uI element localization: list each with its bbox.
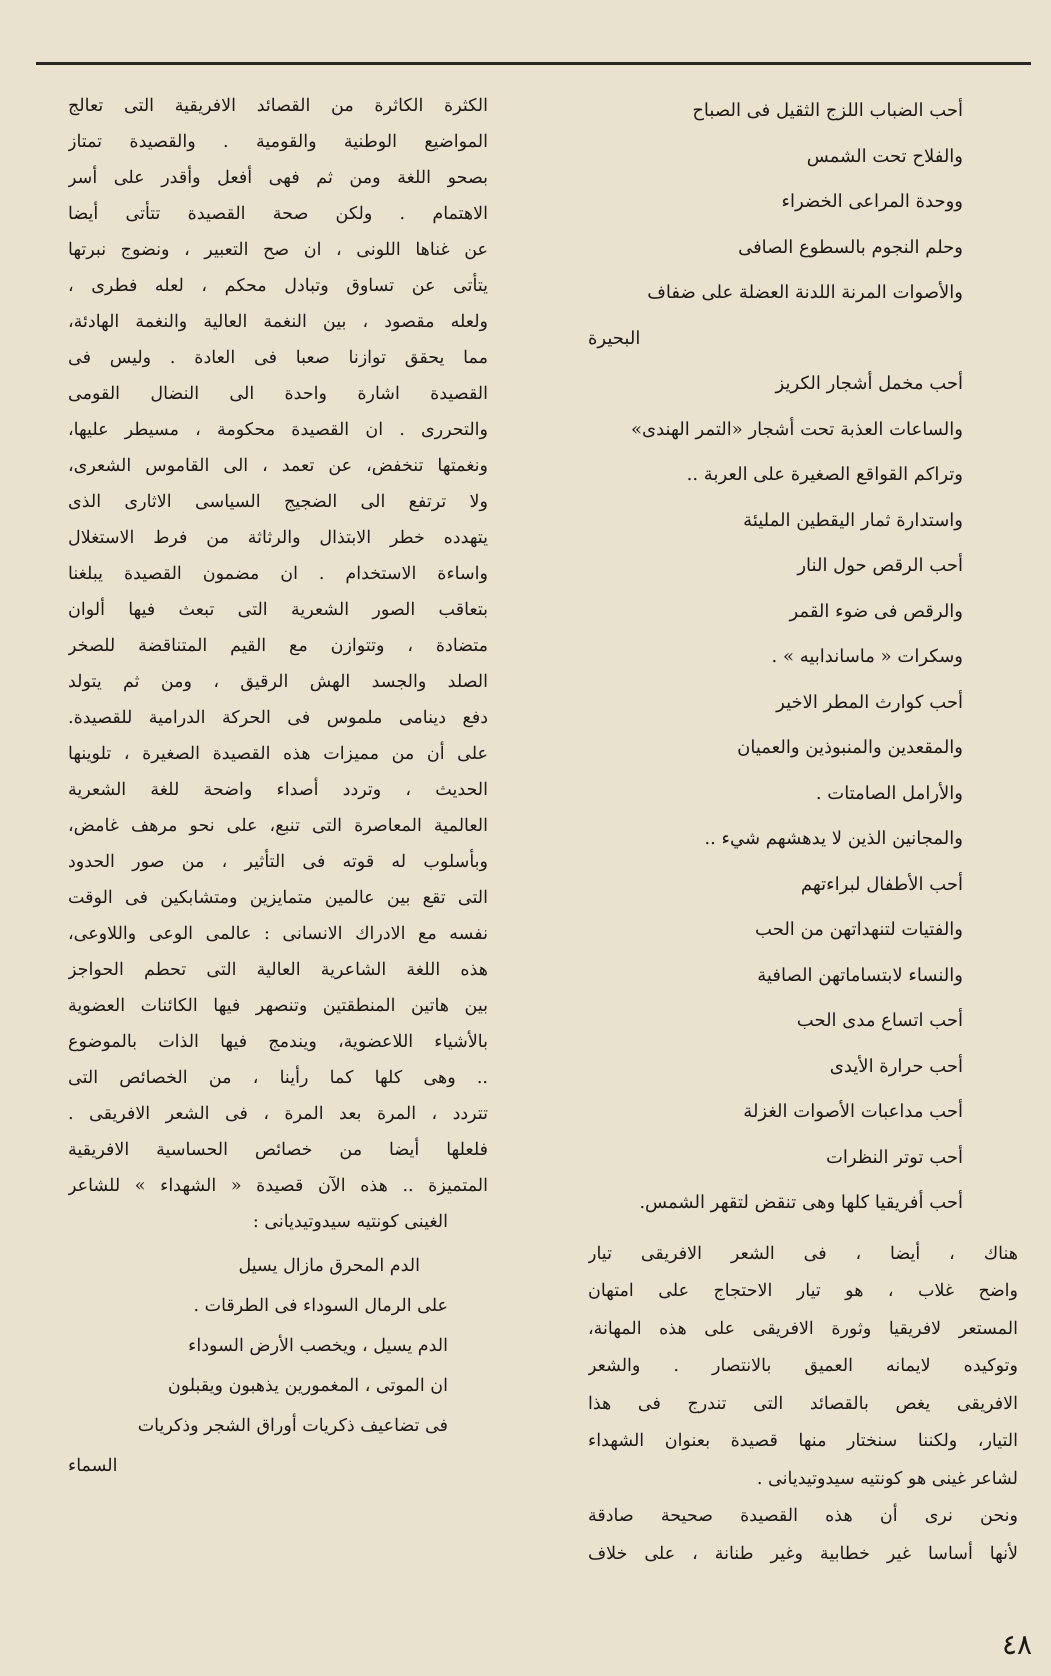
text-line: التى تقع بين عالمين متمايزين ومتشابكين فى الوقت	[68, 888, 488, 908]
text-line: تتردد ، المرة بعد المرة ، فى الشعر الافريقى .	[68, 1104, 488, 1124]
poem-line: أحب الرقص حول النار	[797, 555, 963, 576]
article-paragraph	[588, 1236, 1018, 1574]
text-line: المتميزة .. هذه الآن قصيدة « الشهداء » للشاعر	[68, 1176, 488, 1196]
poem-line: والساعات العذبة تحت أشجار «التمر الهندى»	[631, 418, 963, 440]
text-line: عن غناها اللونى ، ان صح التعبير ، ونضوج نبرتها	[68, 240, 488, 260]
poem-line: واستدارة ثمار اليقطين المليئة	[743, 509, 963, 531]
text-line: ولعله مقصود ، بين النغمة العالية والنغمة الهادئة،	[68, 312, 488, 332]
poem-line: وتراكم القواقع الصغيرة على العربة ..	[686, 464, 963, 485]
text-line: بصحو اللغة ومن ثم فهى أفعل وأقدر على أسر	[68, 168, 488, 188]
text-line: وبأسلوب له قوته فى التأثير ، من صور الحدود	[68, 852, 488, 872]
poem-line: والأرامل الصامتات .	[815, 782, 963, 804]
text-line: القصيدة اشارة واحدة الى النضال القومى	[68, 384, 488, 404]
poem-line: أحب اتساع مدى الحب	[796, 1010, 963, 1031]
poem-line: ان الموتى ، المغمورين يذهبون ويقبلون	[167, 1376, 448, 1396]
text-line: واضح غلاب ، هو تيار الاحتجاج على امتهان	[588, 1281, 1018, 1301]
text-line: الاهتمام . ولكن صحة القصيدة تتأتى أيضا	[68, 204, 488, 224]
text-line: ولا ترتفع الى الضجيج السياسى الاثارى الذى	[68, 492, 488, 512]
poem-line: الدم يسيل ، ويخصب الأرض السوداء	[188, 1336, 448, 1356]
text-line: ونغمتها تنخفض، عن تعمد ، الى القاموس الشعرى،	[68, 456, 488, 476]
text-line: بين هاتين المنطقتين وتنصهر فيها الكائنات العضوية	[68, 996, 488, 1016]
poem-line: والنساء لابتساماتهن الصافية	[757, 964, 963, 986]
article-paragraph	[68, 88, 488, 1240]
text-line: بالأشياء اللاعضوية، ويندمج فيها الذات بالموضوع	[68, 1032, 488, 1052]
poem-line: أحب مداعبات الأصوات الغزلة	[743, 1101, 963, 1122]
text-line: يتهدده خطر الابتذال والرثاثة من فرط الاستغلال	[68, 528, 488, 548]
text-line: لشاعر غينى هو كونتيه سيدوتيديانى .	[756, 1468, 1018, 1489]
text-line: الحديث ، وتردد أصداء واضحة للغة الشعرية	[68, 780, 488, 800]
text-line: متضادة ، وتتوازن مع القيم المتناقضة للصخر	[68, 636, 488, 656]
text-line: المستعر لافريقيا وثورة الافريقى على هذه المهانة،	[588, 1318, 1018, 1339]
poem-line: والرقص فى ضوء القمر	[789, 600, 963, 622]
poem-line: فى تضاعيف ذكريات أوراق الشجر وذكريات	[137, 1416, 448, 1436]
poem-line: أحب الضباب اللزج الثقيل فى الصباح	[692, 100, 963, 121]
poem-line: الدم المحرق مازال يسيل	[238, 1256, 420, 1276]
page-number: ٤٨	[1002, 1628, 1033, 1661]
poem-excerpt	[588, 88, 963, 1226]
poem-line: أحب أفريقيا كلها وهى تنقض لتقهر الشمس.	[639, 1192, 963, 1213]
poem-line: والأصوات المرنة اللدنة العضلة على ضفاف	[647, 282, 963, 303]
poem-line: والفتيات لتنهداتهن من الحب	[755, 919, 963, 940]
poem-line: والمقعدين والمنبوذين والعميان	[737, 737, 963, 758]
poem-line: أحب توتر النظرات	[825, 1146, 963, 1168]
poem-martyrs	[68, 1246, 448, 1486]
text-line: واساءة الاستخدام . ان مضمون القصيدة يبلغنا	[68, 564, 488, 584]
poem-line: أحب مخمل أشجار الكريز	[775, 373, 963, 394]
text-line: وتوكيده لايمانه العميق بالانتصار . والشعر	[588, 1356, 1018, 1376]
poem-line: السماء	[68, 1456, 118, 1476]
poem-line: والمجانين الذين لا يدهشهم شيء ..	[704, 828, 963, 849]
poem-line: أحب حرارة الأيدى	[829, 1055, 963, 1077]
text-line: فلعلها أيضا من خصائص الحساسية الافريقية	[68, 1140, 488, 1160]
text-line: على أن من مميزات هذه القصيدة الصغيرة ، تلوينها	[68, 744, 488, 764]
poem-line: أحب الأطفال لبراءتهم	[800, 873, 963, 895]
text-line: العالمية المعاصرة التى تنبع، على نحو مرهف غامض،	[68, 816, 488, 836]
poem-line: البحيرة	[588, 327, 641, 349]
text-line: يتأتى عن تساوق وتبادل محكم ، لعله فطرى ،	[68, 276, 488, 296]
text-line: هناك ، أيضا ، فى الشعر الافريقى تيار	[588, 1243, 1018, 1264]
poem-line: ووحدة المراعى الخضراء	[781, 191, 963, 212]
poem-line: وسكرات « ماساندابيه » .	[771, 646, 963, 667]
text-line: المواضيع الوطنية والقومية . والقصيدة تمتاز	[68, 132, 488, 152]
poem-line: على الرمال السوداء فى الطرقات .	[193, 1296, 448, 1316]
text-line: الغينى كونتيه سيدوتيديانى :	[252, 1212, 448, 1232]
text-line: والتحررى . ان القصيدة محكومة ، مسيطر عليها،	[68, 420, 488, 440]
text-line: الكثرة الكاثرة من القصائد الافريقية التى تعالج	[68, 96, 488, 116]
top-rule	[36, 62, 1031, 65]
text-line: الافريقى يغص بالقصائد التى تندرج فى هذا	[588, 1393, 1018, 1414]
text-line: بتعاقب الصور الشعرية التى تبعث فيها ألوان	[68, 600, 488, 620]
text-line: دفع دينامى ملموس فى الحركة الدرامية للقصيدة.	[68, 708, 488, 728]
right-column	[588, 88, 1018, 1573]
text-line: الصلد والجسد الهش الرقيق ، ومن ثم يتولد	[68, 672, 488, 692]
text-line: هذه اللغة الشاعرية العالية التى تحطم الحواجز	[68, 960, 488, 980]
text-line: ونحن نرى أن هذه القصيدة صحيحة صادقة	[588, 1506, 1018, 1526]
text-line: نفسه مع الادراك الانسانى : عالمى الوعى واللاوعى،	[68, 924, 488, 944]
text-line: التيار، ولكننا سنختار منها قصيدة بعنوان الشهداء	[588, 1431, 1018, 1451]
text-line: مما يحقق توازنا صعبا فى العادة . وليس فى	[68, 348, 488, 368]
poem-line: وحلم النجوم بالسطوع الصافى	[738, 236, 963, 258]
poem-line: أحب كوارث المطر الاخير	[776, 691, 963, 713]
text-line: لأنها أساسا غير خطابية وغير طنانة ، على خلاف	[588, 1543, 1018, 1564]
left-column	[68, 88, 488, 1486]
poem-line: والفلاح تحت الشمس	[806, 145, 963, 167]
text-line: .. وهى كلها كما رأينا ، من الخصائص التى	[68, 1068, 488, 1088]
